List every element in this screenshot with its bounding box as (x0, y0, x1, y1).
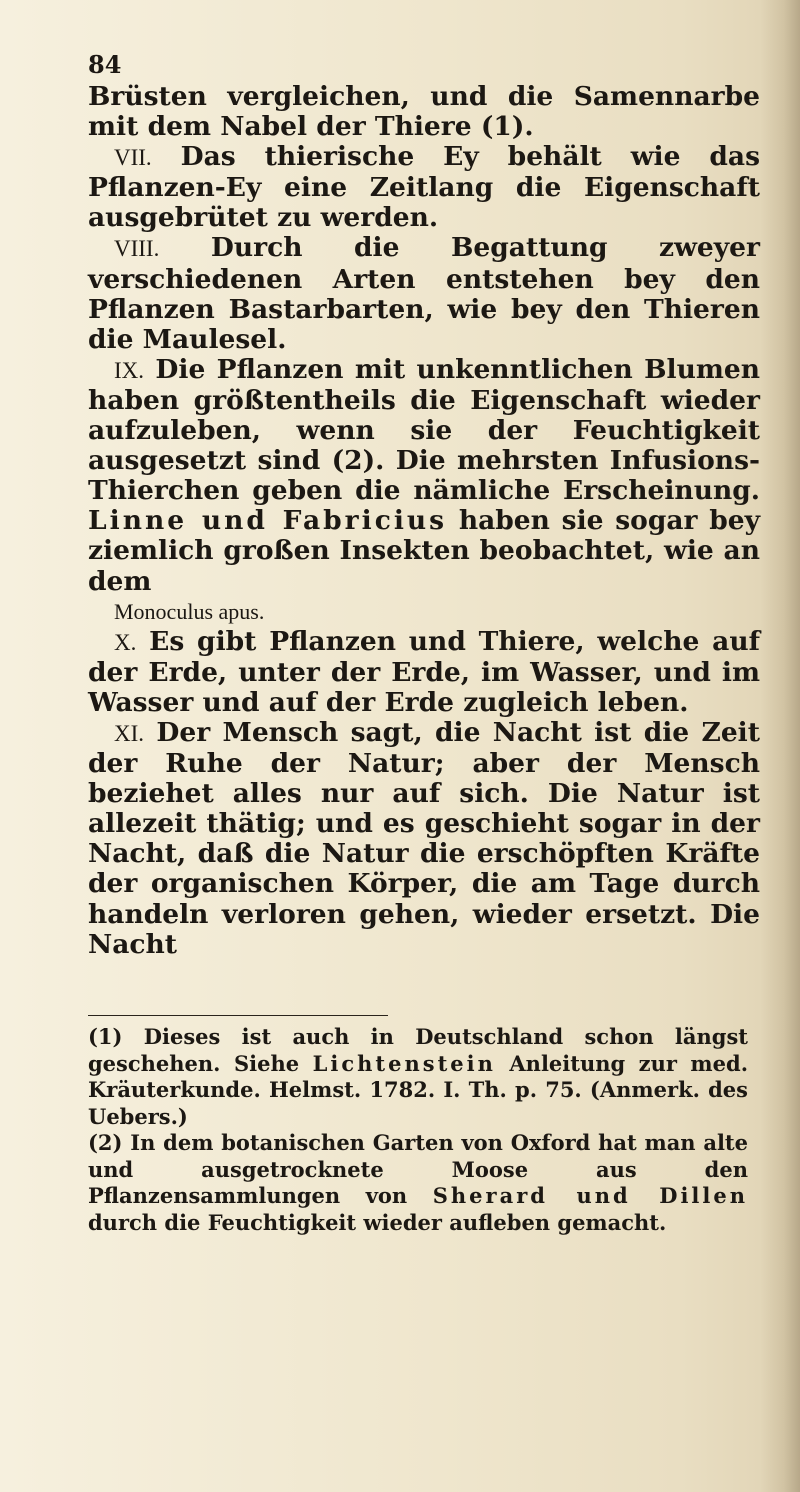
paragraph-x (88, 627, 760, 718)
paragraph-text: Brüsten vergleichen, und die Samennarbe mit dem Nabel der Thiere (1). (88, 81, 760, 143)
paragraph-numeral: IX. (114, 357, 145, 383)
paragraph-vii (88, 142, 760, 233)
latin-species-name: Monoculus apus. (114, 598, 265, 624)
main-text (88, 82, 760, 960)
paragraph-text: Das thierische Ey behält wie das Pflanzen-Ey eine Zeitlang die Eigenschaft ausgebrütet zu werden. (88, 141, 760, 234)
paragraph-numeral: VIII. (114, 236, 160, 262)
page-edge-shadow (760, 0, 800, 1492)
footnote-text: durch die Feuchtigkeit wieder aufleben gemacht. (88, 1209, 667, 1235)
author-names: Linne und Fabricius (88, 505, 448, 537)
footnote-author: Lichtenstein (312, 1050, 496, 1076)
footnote-authors: Sherard und Dillen (432, 1183, 748, 1208)
paragraph-numeral: X. (114, 629, 137, 655)
paragraph-xi (88, 718, 760, 960)
paragraph-numeral: XI. (114, 720, 145, 746)
footnotes (88, 1024, 748, 1236)
paragraph-text: haben sie sogar bey ziemlich großen Insekten beobachtet, wie an dem (88, 505, 760, 597)
footnote-divider (88, 1015, 388, 1016)
paragraph-text: Durch die Begattung zweyer verschiedenen Arten entstehen bey den Pflanzen Bastarbarten, wie bey den Thieren die Maulesel. (88, 232, 760, 355)
paragraph-ix (88, 355, 760, 627)
footnote-text: (1) Dieses ist auch in Deutschland schon längst geschehen. Siehe (88, 1024, 748, 1076)
paragraph-text: Es gibt Pflanzen und Thiere, welche auf der Erde, unter der Erde, im Wasser, und im Wasser und auf der Erde zugleich leben. (88, 625, 760, 718)
paragraph-text: Die Pflanzen mit unkenntlichen Blumen haben größtentheils die Eigenschaft wieder aufzuleben, wenn sie der Feuchtigkeit ausgesetzt sind (2). Die mehrsten Infusions-Thierchen geben die nämliche Erscheinung. (88, 353, 760, 507)
paragraph-numeral: VII. (114, 145, 152, 171)
paragraph-viii (88, 233, 760, 354)
footnote-1 (88, 1024, 748, 1130)
footnote-text: Anleitung zur med. Kräuterkunde. Helmst. 1782. I. Th. p. 75. (Anmerk. des Uebers.) (88, 1050, 749, 1129)
footnote-text: (2) In dem botanischen Garten von Oxford hat man alte und ausgetrocknete Moose aus den Pflanzensammlungen von (88, 1130, 748, 1208)
page-number: 84 (88, 50, 122, 79)
footnote-2 (88, 1130, 748, 1236)
paragraph-continuation (88, 82, 760, 142)
paragraph-text: Der Mensch sagt, die Nacht ist die Zeit der Ruhe der Natur; aber der Mensch beziehet alles nur auf sich. Die Natur ist allezeit thätig; und es geschieht sogar in der Nacht, daß die Natur die erschöpften Kräfte der organischen Körper, die am Tage durch handeln verloren gehen, wieder ersetzt. Die Nacht (88, 716, 760, 960)
